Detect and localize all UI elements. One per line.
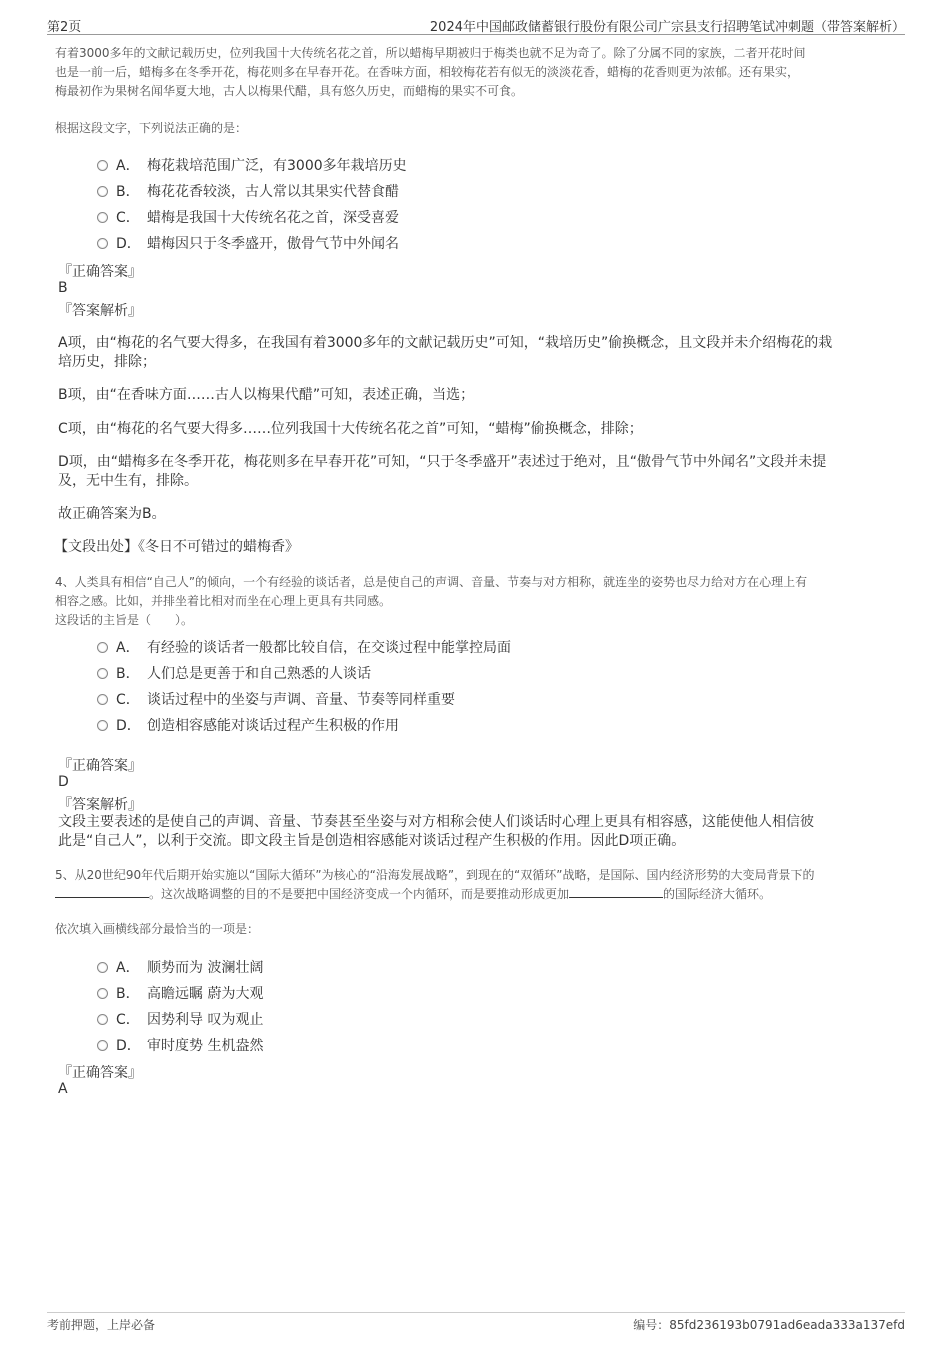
page-header [47, 14, 905, 35]
q3-conclusion: 故正确答案为B。 [58, 506, 166, 522]
q4-analysis-label: 『答案解析』 [58, 797, 142, 813]
option-letter: C． [116, 692, 140, 708]
q3-passage-line: 有着3000多年的文献记载历史，位列我国十大传统名花之首，所以蜡梅早期被归于梅类也就不足为奇了。除了分属不同的家族，二者开花时间 [55, 46, 806, 60]
q5-passage [55, 866, 895, 904]
radio-icon[interactable] [97, 1014, 108, 1025]
q4-answer-label: 『正确答案』 [58, 758, 142, 774]
radio-icon[interactable] [97, 720, 108, 731]
q5-option-d[interactable] [97, 1035, 263, 1055]
option-text: 因势利导 叹为观止 [147, 1012, 264, 1028]
option-text: 顺势而为 波澜壮阔 [147, 960, 264, 976]
option-letter: B． [116, 986, 140, 1002]
analysis-line: 文段主要表述的是使自己的声调、音量、节奏甚至坐姿与对方相称会使人们谈话时心理上更具有相容感，这能使他人相信彼 [58, 814, 814, 830]
q5-answer: A [58, 1081, 68, 1097]
q5-option-a[interactable] [97, 957, 263, 977]
radio-icon[interactable] [97, 668, 108, 679]
q3-passage [55, 44, 895, 101]
q3-analysis-b: B项，由“在香味方面……古人以梅果代醋”可知，表述正确，当选； [58, 387, 475, 403]
radio-icon[interactable] [97, 186, 108, 197]
analysis-line: 此是“自己人”，以利于交流。即文段主旨是创造相容感能对谈话过程产生积极的作用。因此D项正确。 [58, 833, 686, 849]
option-letter: D． [116, 236, 141, 252]
option-letter: C． [116, 210, 140, 226]
radio-icon[interactable] [97, 642, 108, 653]
option-letter: C． [116, 1012, 140, 1028]
q4-option-a[interactable] [97, 637, 511, 657]
footer-slogan: 考前押题，上岸必备 [47, 1318, 156, 1332]
q3-option-b[interactable] [97, 181, 399, 201]
q3-analysis-d [58, 453, 898, 491]
option-text: 高瞻远瞩 蔚为大观 [147, 986, 264, 1002]
option-letter: A． [116, 158, 140, 174]
page-number: 第2页 [47, 20, 82, 35]
document-title: 2024年中国邮政储蓄银行股份有限公司广宗县支行招聘笔试冲刺题（带答案解析） [429, 20, 905, 35]
fill-blank-2[interactable] [569, 885, 663, 898]
q3-option-c[interactable] [97, 207, 399, 227]
q4-option-c[interactable] [97, 689, 455, 709]
option-text: 谈话过程中的坐姿与声调、音量、节奏等同样重要 [147, 692, 455, 708]
q4-passage-line: 4、人类具有相信“自己人”的倾向，一个有经验的谈话者，总是使自己的声调、音量、节奏与对方相称，就连坐的姿势也尽力给对方在心理上有 [55, 575, 808, 589]
q4-analysis [58, 813, 898, 851]
fill-blank-1[interactable] [55, 885, 149, 898]
q3-analysis-a [58, 334, 898, 372]
q5-answer-label: 『正确答案』 [58, 1065, 142, 1081]
option-letter: B． [116, 184, 140, 200]
option-text: 审时度势 生机盎然 [147, 1038, 264, 1054]
option-letter: A． [116, 640, 140, 656]
q4-option-b[interactable] [97, 663, 371, 683]
q5-stem: 依次填入画横线部分最恰当的一项是： [55, 922, 260, 936]
q3-analysis-label: 『答案解析』 [58, 303, 142, 319]
analysis-line: 培历史，排除； [58, 354, 156, 370]
analysis-line: 及，无中生有，排除。 [58, 473, 198, 489]
q3-analysis-c: C项，由“梅花的名气要大得多……位列我国十大传统名花之首”可知，“蜡梅”偷换概念，排除； [58, 421, 643, 437]
document-id: 编号：85fd236193b0791ad6eada333a137efd [633, 1318, 905, 1332]
option-text: 蜡梅因只于冬季盛开，傲骨气节中外闻名 [147, 236, 399, 252]
radio-icon[interactable] [97, 160, 108, 171]
analysis-line: D项，由“蜡梅多在冬季开花，梅花则多在早春开花”可知，“只于冬季盛开”表述过于绝对，且“傲骨气节中外闻名”文段并未提 [58, 454, 827, 470]
page-footer [47, 1312, 905, 1337]
option-text: 蜡梅是我国十大传统名花之首，深受喜爱 [147, 210, 399, 226]
radio-icon[interactable] [97, 238, 108, 249]
q5-passage-line: 。这次战略调整的目的不是要把中国经济变成一个内循环，而是要推动形成更加 的国际经济大循环。 [55, 885, 895, 904]
q5-option-c[interactable] [97, 1009, 263, 1029]
option-letter: B． [116, 666, 140, 682]
q3-option-a[interactable] [97, 155, 407, 175]
radio-icon[interactable] [97, 1040, 108, 1051]
option-text: 人们总是更善于和自己熟悉的人谈话 [147, 666, 371, 682]
analysis-line: A项，由“梅花的名气要大得多，在我国有着3000多年的文献记载历史”可知，“栽培历史”偷换概念，且文段并未介绍梅花的栽 [58, 335, 833, 351]
option-letter: A． [116, 960, 140, 976]
q4-answer: D [58, 774, 69, 790]
radio-icon[interactable] [97, 962, 108, 973]
q3-passage-line: 也是一前一后，蜡梅多在冬季开花，梅花则多在早春开花。在香味方面，相较梅花若有似无的淡淡花香，蜡梅的花香则更为浓郁。还有果实， [55, 65, 800, 79]
q4-option-d[interactable] [97, 715, 399, 735]
option-text: 梅花栽培范围广泛，有3000多年栽培历史 [147, 158, 407, 174]
radio-icon[interactable] [97, 694, 108, 705]
option-text: 有经验的谈话者一般都比较自信，在交谈过程中能掌控局面 [147, 640, 511, 656]
radio-icon[interactable] [97, 212, 108, 223]
q3-source: 【文段出处】《冬日不可错过的蜡梅香》 [54, 539, 299, 555]
q3-stem: 根据这段文字，下列说法正确的是： [55, 121, 248, 135]
option-text: 创造相容感能对谈话过程产生积极的作用 [147, 718, 399, 734]
q4-passage [55, 573, 895, 630]
q4-passage-line: 相容之感。比如，并排坐着比相对而坐在心理上更具有共同感。 [55, 594, 392, 608]
q3-answer-label: 『正确答案』 [58, 264, 142, 280]
q4-stem: 这段话的主旨是（ ）。 [55, 613, 194, 627]
q3-option-d[interactable] [97, 233, 399, 253]
option-text: 梅花花香较淡，古人常以其果实代替食醋 [147, 184, 399, 200]
radio-icon[interactable] [97, 988, 108, 999]
q3-answer: B [58, 280, 68, 296]
q5-passage-line: 5、从20世纪90年代后期开始实施以“国际大循环”为核心的“沿海发展战略”，到现在的“双循环”战略，是国际、国内经济形势的大变局背景下的 [55, 868, 815, 882]
option-letter: D． [116, 718, 141, 734]
q3-passage-line: 梅最初作为果树名闻华夏大地，古人以梅果代醋，具有悠久历史，而蜡梅的果实不可食。 [55, 84, 524, 98]
q5-option-b[interactable] [97, 983, 263, 1003]
option-letter: D． [116, 1038, 141, 1054]
